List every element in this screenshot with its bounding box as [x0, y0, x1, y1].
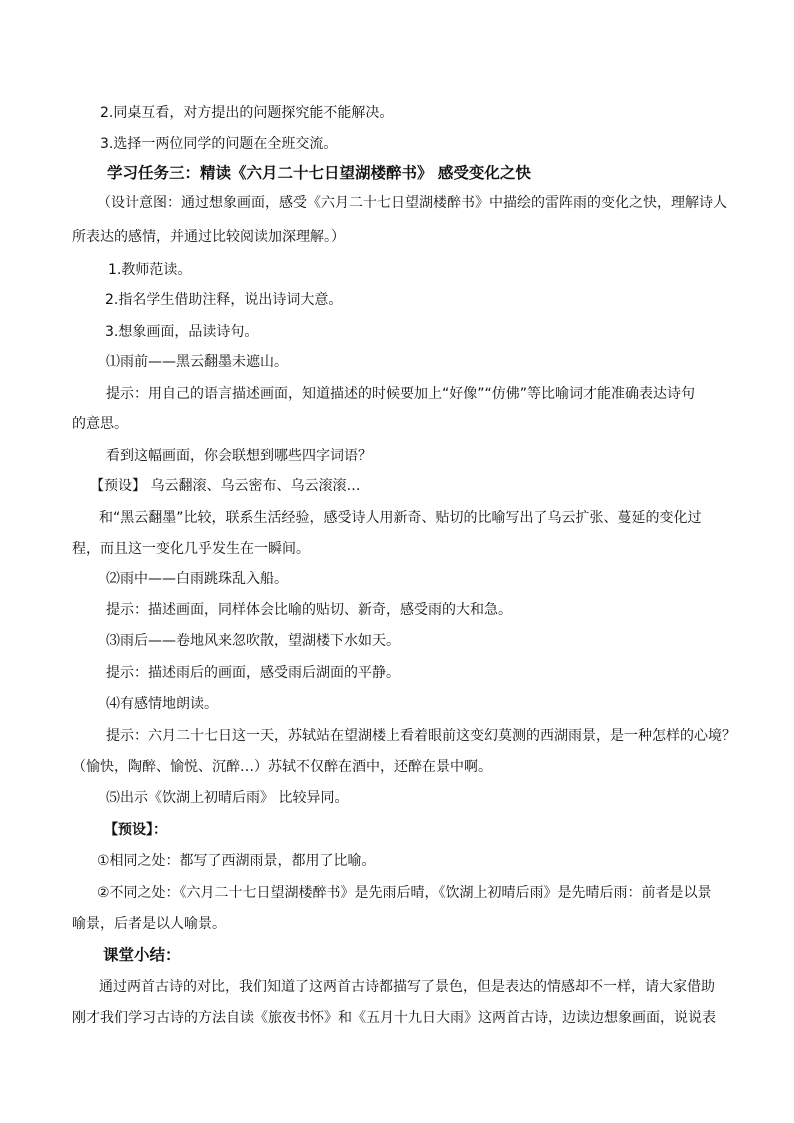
compare-black-clouds-2: 程，而且这一变化几乎发生在一瞬间。	[72, 541, 310, 557]
hint-mood-1: 提示：六月二十七日这一天，苏轼站在望湖楼上看着眼前这变幻莫测的西湖雨景，是一种怎样的心境？	[106, 728, 736, 744]
hint-after-rain: 提示：描述雨后的画面，感受雨后湖面的平静。	[106, 665, 400, 681]
step-teacher-reading: 1.教师范读。	[108, 262, 192, 278]
summary-line-2: 刚才我们学习古诗的方法自读《旅夜书怀》和《五月十九日大雨》这两首古诗，边读边想象画面，说说表	[72, 1010, 716, 1026]
design-intent-line-1: （设计意图：通过想象画面，感受《六月二十七日望湖楼醉书》中描绘的雷阵雨的变化之快，理解诗人	[97, 195, 727, 211]
design-intent-line-2: 所表达的感情，并通过比较阅读加深理解。）	[72, 229, 345, 245]
emotional-reading: ⑷有感情地朗读。	[106, 696, 218, 712]
question-four-char-words: 看到这幅画面，你会联想到哪些四字词语？	[106, 448, 372, 464]
summary-line-1: 通过两首古诗的对比，我们知道了这两首古诗都描写了景色，但是表达的情感却不一样，请大家借助	[99, 979, 715, 995]
hint-before-rain-2: 的意思。	[72, 416, 128, 432]
class-summary-heading: 课堂小结：	[103, 946, 181, 964]
task-three-heading: 学习任务三：精读《六月二十七日望湖楼醉书》 感受变化之快	[107, 164, 531, 182]
step-student-meaning: 2.指名学生借助注释，说出诗词大意。	[105, 292, 343, 308]
hint-mood-2: （愉快，陶醉、愉悦、沉醉…）苏轼不仅醉在酒中，还醉在景中啊。	[72, 759, 492, 775]
step-3-class-share: 3.选择一两位同学的问题在全班交流。	[100, 136, 338, 152]
preset-words: 【预设】 乌云翻滚、乌云密布、乌云滚滚…	[90, 478, 361, 494]
compare-black-clouds-1: 和“黑云翻墨”比较，联系生活经验，感受诗人用新奇、贴切的比喻写出了乌云扩张、蔓延的变化过	[99, 510, 702, 526]
after-rain-line: ⑶雨后——卷地风来忽吹散，望湖楼下水如天。	[106, 633, 400, 649]
hint-during-rain: 提示：描述画面，同样体会比喻的贴切、新奇，感受雨的大和急。	[106, 602, 512, 618]
similarity-line: ①相同之处：都写了西湖雨景，都用了比喻。	[97, 853, 376, 869]
show-other-poem: ⑸出示《饮湖上初晴后雨》 比较异同。	[106, 790, 349, 806]
difference-line-1: ②不同之处：《六月二十七日望湖楼醉书》是先雨后晴，《饮湖上初晴后雨》是先晴后雨：前者是以景	[97, 885, 712, 901]
before-rain-line: ⑴雨前——黑云翻墨未遮山。	[106, 354, 288, 370]
difference-line-2: 喻景，后者是以人喻景。	[72, 916, 226, 932]
step-2-peer-check: 2.同桌互看，对方提出的问题探究能不能解决。	[100, 105, 394, 121]
hint-before-rain-1: 提示：用自己的语言描述画面，知道描述的时候要加上“好像”“仿佛”等比喻词才能准确表达诗句	[106, 386, 696, 402]
during-rain-line: ⑵雨中——白雨跳珠乱入船。	[106, 571, 288, 587]
step-imagine-scene: 3.想象画面，品读诗句。	[105, 324, 259, 340]
preset-label: 【预设】：	[104, 822, 167, 838]
